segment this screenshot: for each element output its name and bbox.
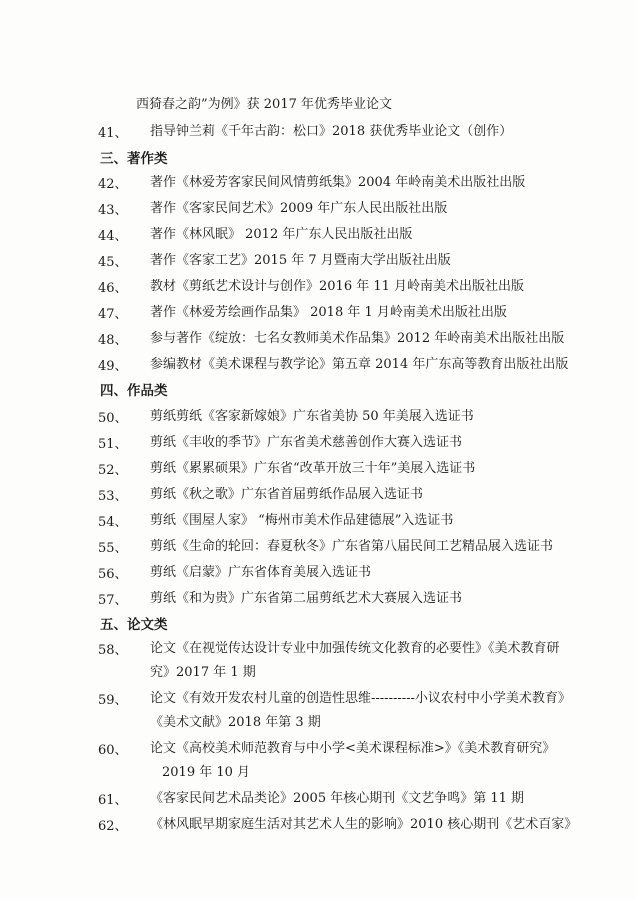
- item-43: 著作《客家民间艺术》2009 年广东人民出版社出版: [150, 201, 448, 216]
- item-58-continued: 究》2017 年 1 期: [150, 665, 256, 680]
- item-49: 参编教材《美术课程与教学论》第五章 2014 年广东高等教育出版社出版: [150, 357, 569, 372]
- item-56: 剪纸《启蒙》广东省体育美展入选证书: [150, 565, 372, 580]
- item-number-53: 53、: [98, 489, 128, 504]
- item-number-62: 62、: [98, 819, 128, 834]
- item-57: 剪纸《和为贵》广东省第二届剪纸艺术大赛展入选证书: [150, 591, 463, 606]
- item-number-50: 50、: [98, 411, 128, 426]
- item-46: 教材《剪纸艺术设计与创作》2016 年 11 月岭南美术出版社出版: [150, 279, 525, 294]
- item-number-47: 47、: [98, 307, 128, 322]
- item-number-52: 52、: [98, 463, 128, 478]
- item-number-48: 48、: [98, 333, 128, 348]
- item-50: 剪纸剪纸《客家新嫁娘》广东省美协 50 年美展入选证书: [150, 409, 474, 424]
- item-55: 剪纸《生命的轮回：春夏秋冬》广东省第八届民间工艺精品展入选证书: [150, 539, 554, 554]
- item-number-49: 49、: [98, 359, 128, 374]
- item-number-51: 51、: [98, 437, 128, 452]
- item-number-46: 46、: [98, 281, 128, 296]
- item-62: 《林风眠早期家庭生活对其艺术人生的影响》2010 核心期刊《艺术百家》: [150, 817, 578, 832]
- item-number-56: 56、: [98, 567, 128, 582]
- item-number-55: 55、: [98, 541, 128, 556]
- item-number-59: 59、: [98, 693, 128, 708]
- item-number-41: 41、: [98, 126, 128, 141]
- item-number-54: 54、: [98, 515, 128, 530]
- item-52: 剪纸《累累硕果》广东省“改革开放三十年”美展入选证书: [150, 461, 476, 476]
- item-54: 剪纸《围屋人家》 “梅州市美术作品建德展”入选证书: [150, 513, 454, 528]
- item-number-61: 61、: [98, 793, 128, 808]
- item-41: 指导钟兰莉《千年古韵：松口》2018 获优秀毕业论文（创作）: [150, 124, 513, 139]
- item-47: 著作《林爱芳绘画作品集》 2018 年 1 月岭南美术出版社出版: [150, 305, 507, 320]
- item-44: 著作《林风眠》 2012 年广东人民出版社出版: [150, 227, 413, 242]
- item-59-continued: 《美术文献》2018 年第 3 期: [150, 715, 321, 730]
- item-number-57: 57、: [98, 593, 128, 608]
- line-continuation-40: 西猗春之韵”为例》获 2017 年优秀毕业论文: [136, 97, 392, 112]
- item-number-58: 58、: [98, 643, 128, 658]
- section-heading-papers: 五、论文类: [100, 617, 168, 633]
- section-heading-works: 三、著作类: [100, 151, 168, 167]
- item-number-45: 45、: [98, 255, 128, 270]
- item-58: 论文《在视觉传达设计专业中加强传统文化教育的必要性》《美术教育研: [150, 641, 560, 656]
- section-heading-artworks: 四、作品类: [100, 383, 168, 399]
- item-number-44: 44、: [98, 229, 128, 244]
- item-53: 剪纸《秋之歌》广东省首届剪纸作品展入选证书: [150, 487, 424, 502]
- item-number-43: 43、: [98, 203, 128, 218]
- item-number-42: 42、: [98, 177, 128, 192]
- item-60: 论文《高校美术师范教育与中小学<美术课程标准>》《美术教育研究》: [150, 741, 556, 756]
- item-61: 《客家民间艺术品类论》2005 年核心期刊《文艺争鸣》第 11 期: [150, 791, 525, 806]
- item-48: 参与著作《绽放：七名女教师美术作品集》2012 年岭南美术出版社出版: [150, 331, 565, 346]
- item-60-continued: 2019 年 10 月: [162, 765, 251, 780]
- item-42: 著作《林爱芳客家民间风情剪纸集》2004 年岭南美术出版社出版: [150, 175, 526, 190]
- item-45: 著作《客家工艺》2015 年 7 月暨南大学出版社出版: [150, 253, 451, 268]
- item-number-60: 60、: [98, 743, 128, 758]
- item-59: 论文《有效开发农村儿童的创造性思维----------小议农村中小学美术教育》: [150, 691, 571, 706]
- item-51: 剪纸《丰收的季节》广东省美术慈善创作大赛入选证书: [150, 435, 463, 450]
